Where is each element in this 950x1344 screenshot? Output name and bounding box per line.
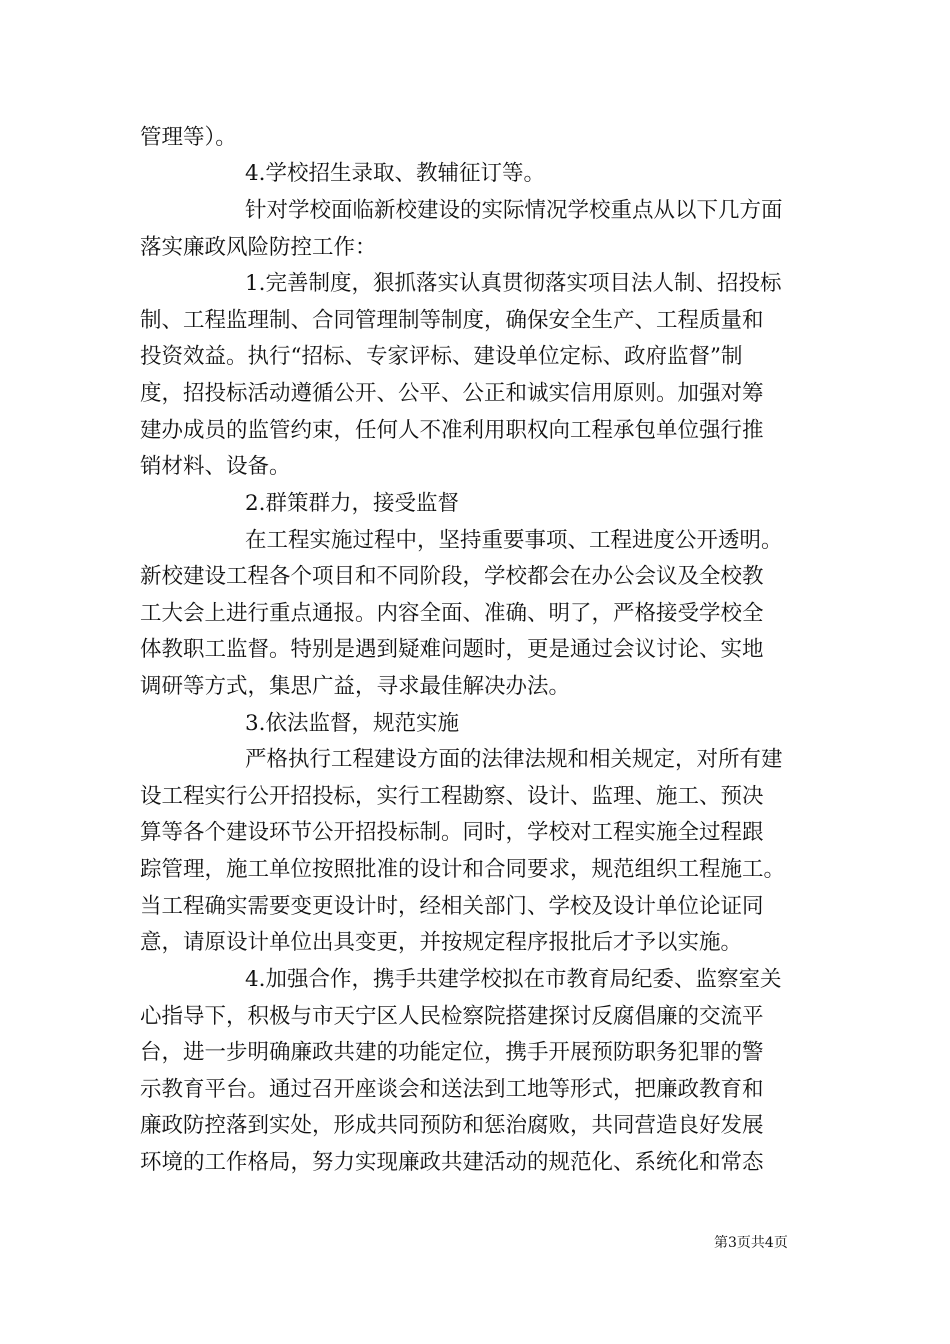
text-line: 建办成员的监管约束，任何人不准利用职权向工程承包单位强行推	[140, 418, 764, 443]
text-line: 投资效益。执行“招标、专家评标、建设单位定标、政府监督”制	[140, 344, 743, 369]
text-line: 台，进一步明确廉政共建的功能定位，携手开展预防职务犯罪的警	[140, 1040, 764, 1065]
text-line: 严格执行工程建设方面的法律法规和相关规定，对所有建	[245, 747, 783, 772]
text-line: 设工程实行公开招投标，实行工程勘察、设计、监理、施工、预决	[140, 784, 764, 809]
text-line: 踪管理，施工单位按照批准的设计和合同要求，规范组织工程施工。	[140, 857, 786, 882]
text-line: 制、工程监理制、合同管理制等制度，确保安全生产、工程质量和	[140, 308, 764, 333]
text-line: 销材料、设备。	[140, 454, 291, 479]
text-line: 心指导下，积极与市天宁区人民检察院搭建探讨反腐倡廉的交流平	[140, 1004, 764, 1029]
text-line: 算等各个建设环节公开招投标制。同时，学校对工程实施全过程跟	[140, 820, 764, 845]
text-line: 意，请原设计单位出具变更，并按规定程序报批后才予以实施。	[140, 930, 743, 955]
page-number: 第3页共4页	[714, 1235, 788, 1251]
text-line: 1.完善制度，狠抓落实认真贯彻落实项目法人制、招投标	[245, 271, 782, 296]
text-line: 环境的工作格局，努力实现廉政共建活动的规范化、系统化和常态	[140, 1150, 764, 1175]
text-line: 4.加强合作，携手共建学校拟在市教育局纪委、监察室关	[245, 967, 782, 992]
text-line: 3.依法监督，规范实施	[245, 711, 460, 736]
text-line: 工大会上进行重点通报。内容全面、准确、明了，严格接受学校全	[140, 601, 764, 626]
text-line: 4.学校招生录取、教辅征订等。	[245, 161, 546, 186]
text-line: 度，招投标活动遵循公开、公平、公正和诚实信用原则。加强对筹	[140, 381, 764, 406]
text-line: 管理等）。	[140, 125, 237, 150]
text-line: 体教职工监督。特别是遇到疑难问题时，更是通过会议讨论、实地	[140, 637, 764, 662]
text-line: 2.群策群力，接受监督	[245, 491, 460, 516]
text-line: 在工程实施过程中，坚持重要事项、工程进度公开透明。	[245, 528, 783, 553]
text-line: 调研等方式，集思广益，寻求最佳解决办法。	[140, 674, 571, 699]
text-line: 新校建设工程各个项目和不同阶段，学校都会在办公会议及全校教	[140, 564, 764, 589]
text-line: 当工程确实需要变更设计时，经相关部门、学校及设计单位论证同	[140, 894, 764, 919]
text-line: 示教育平台。通过召开座谈会和送法到工地等形式，把廉政教育和	[140, 1077, 764, 1102]
text-line: 廉政防控落到实处，形成共同预防和惩治腐败，共同营造良好发展	[140, 1113, 764, 1138]
text-line: 落实廉政风险防控工作：	[140, 235, 377, 260]
text-line: 针对学校面临新校建设的实际情况学校重点从以下几方面	[245, 198, 783, 223]
